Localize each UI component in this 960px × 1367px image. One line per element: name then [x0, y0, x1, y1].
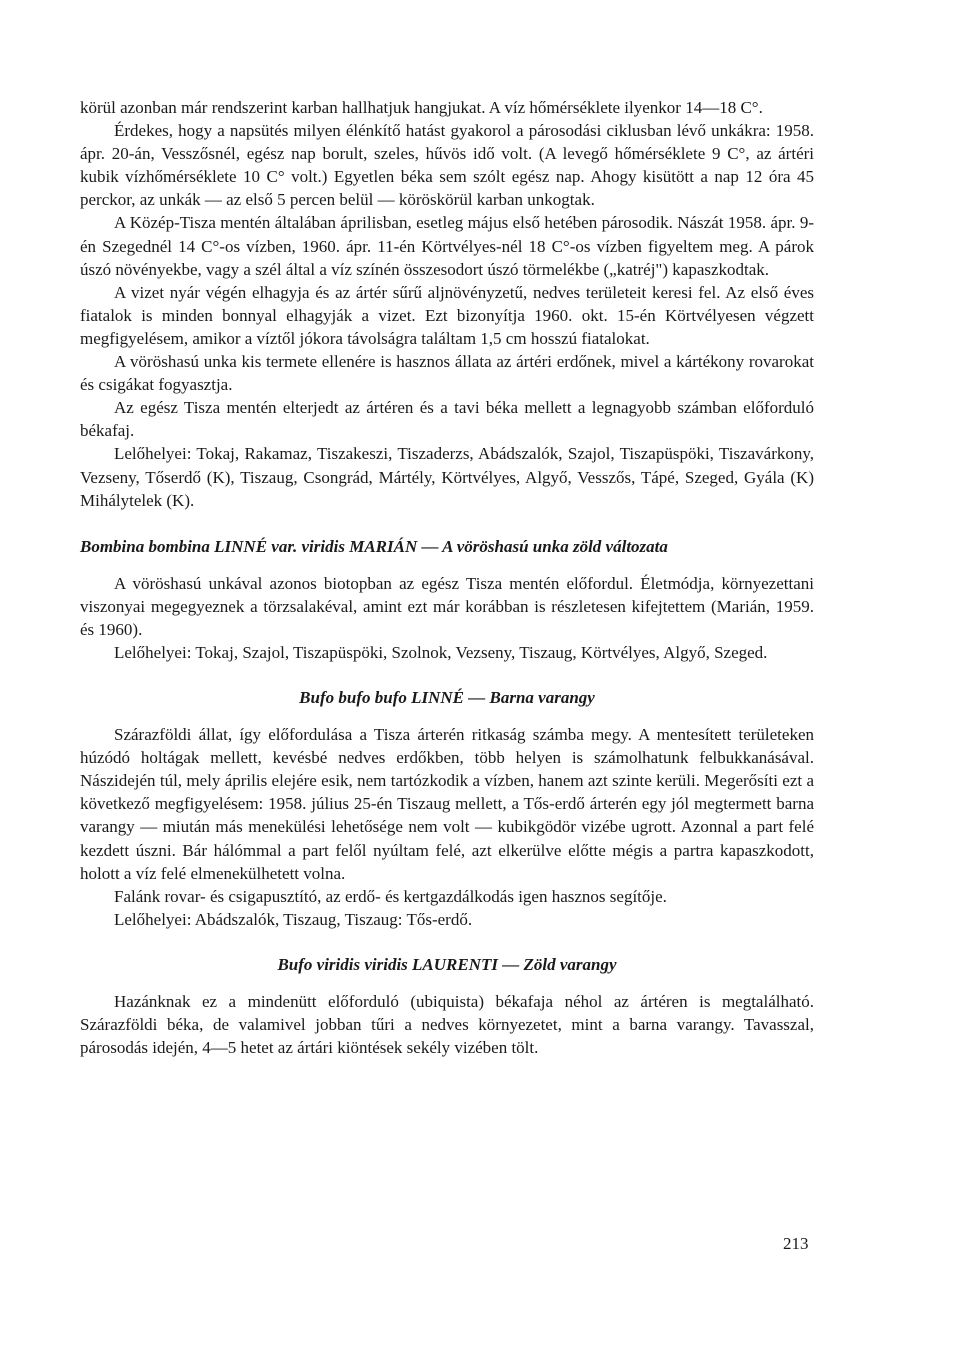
paragraph: Falánk rovar- és csigapusztító, az erdő- és kertgazdálkodás igen hasznos segítője. — [114, 886, 667, 906]
section-heading: Bufo viridis viridis LAURENTI — Zöld varangy — [277, 954, 617, 974]
paragraph: A vöröshasú unkával azonos biotopban az egész Tisza mentén előfordul. Életmódja, környezettani viszonyai megegyeznek a törzsalakéval, amint ezt már korábban is részletesen kifejtettem (Marián, 1959. és 1960). — [80, 573, 814, 639]
page-number: 213 — [783, 1234, 809, 1253]
page-body — [80, 96, 814, 1059]
paragraph: Hazánknak ez a mindenütt előforduló (ubiquista) békafaja néhol az ártéren is megtalálható. Szárazföldi béka, de valamivel jobban tűri a nedves környezetet, mint a barna varangy. Tavasszal, párosodás idején, 4—5 hetet az ártári kiöntések sekély vizében tölt. — [80, 991, 814, 1058]
section-heading: Bombina bombina LINNÉ var. viridis MARIÁN — A vöröshasú unka zöld változata — [80, 536, 668, 556]
paragraph: A vizet nyár végén elhagyja és az ártér sűrű aljnövényzetű, nedves területeit keresi fel. Az első éves fiatalok is minden bonnyal elhagyják a vizet. Ezt bizonyítja 1960. okt. 15-én Körtvélyesen végzett megfigyelésem, amikor a víztől jókora távolságra találtam 1,5 cm hosszú fiatalokat. — [80, 282, 814, 348]
section-heading: Bufo bufo bufo LINNÉ — Barna varangy — [299, 688, 595, 708]
paragraph: A vöröshasú unka kis termete ellenére is hasznos állata az ártéri erdőnek, mivel a kártékony rovarokat és csigákat fogyasztja. — [80, 352, 814, 395]
paragraph: körül azonban már rendszerint karban hallhatjuk hangjukat. A víz hőmérséklete ilyenkor 14—18 C°. — [80, 98, 763, 117]
paragraph: Szárazföldi állat, így előfordulása a Tisza árterén ritkaság számba megy. A mentesített területeken húzódó holtágak mellett, kevésbé nedves erdőkben, több helyen is számolhatunk felbukkanásával. Nászidején túl, mely április elejére esik, nem tartózkodik a vízben, hanem azt szinte kerüli. Megerősíti ezt a következő megfigyelésem: 1958. július 25-én Tiszaug mellett, a Tős-erdő árterén egy jól megtermett barna varangy — miután más menekülési lehetősége nem volt — kubikgödör vizébe ugrott. Azonnal a part felé kezdett úszni. Bár hálómmal a part felől nyúltam felé, azt elkerülve előtte mégis a partra kapaszkodott, holott a víz felé elmenekülhetett volna. — [80, 725, 814, 883]
paragraph: Lelőhelyei: Abádszalók, Tiszaug, Tiszaug: Tős-erdő. — [114, 909, 473, 929]
paragraph: A Közép-Tisza mentén általában áprilisban, esetleg május első hetében párosodik. Nászát 1958. ápr. 9-én Szegednél 14 C°-os vízben, 1960. ápr. 11-én Körtvélyes-nél 18 C°-os vízben figyeltem meg. A párok úszó növényekbe, vagy a szél által a víz színén összesodort úszó törmelékbe („katréj") kapaszkodtak. — [80, 213, 814, 279]
paragraph: Lelőhelyei: Tokaj, Rakamaz, Tiszakeszi, Tiszaderzs, Abádszalók, Szajol, Tiszapüspöki, Tiszavárkony, Vezseny, Tőserdő (K), Tiszaug, Csongrád, Mártély, Körtvélyes, Algyő, Vesszős, Tápé, Szeged, Gyála (K) Mihálytelek (K). — [80, 444, 814, 510]
paragraph: Érdekes, hogy a napsütés milyen élénkítő hatást gyakorol a párosodási ciklusban lévő unkákra: 1958. ápr. 20-án, Vesszősnél, egész nap borult, szeles, hűvös idő volt. (A levegő hőmérséklete 9 C°, az ártéri kubik vízhőmérséklete 10 C° volt.) Egyetlen béka sem szólt egész nap. Ahogy kisütött a nap 12 óra 45 perckor, az unkák — az első 5 percen belül — köröskörül karban unkogtak. — [80, 121, 814, 210]
paragraph: Lelőhelyei: Tokaj, Szajol, Tiszapüspöki, Szolnok, Vezseny, Tiszaug, Körtvélyes, Algyő, Szeged. — [114, 642, 768, 662]
paragraph: Az egész Tisza mentén elterjedt az ártéren és a tavi béka mellett a legnagyobb számban előforduló békafaj. — [80, 398, 814, 441]
